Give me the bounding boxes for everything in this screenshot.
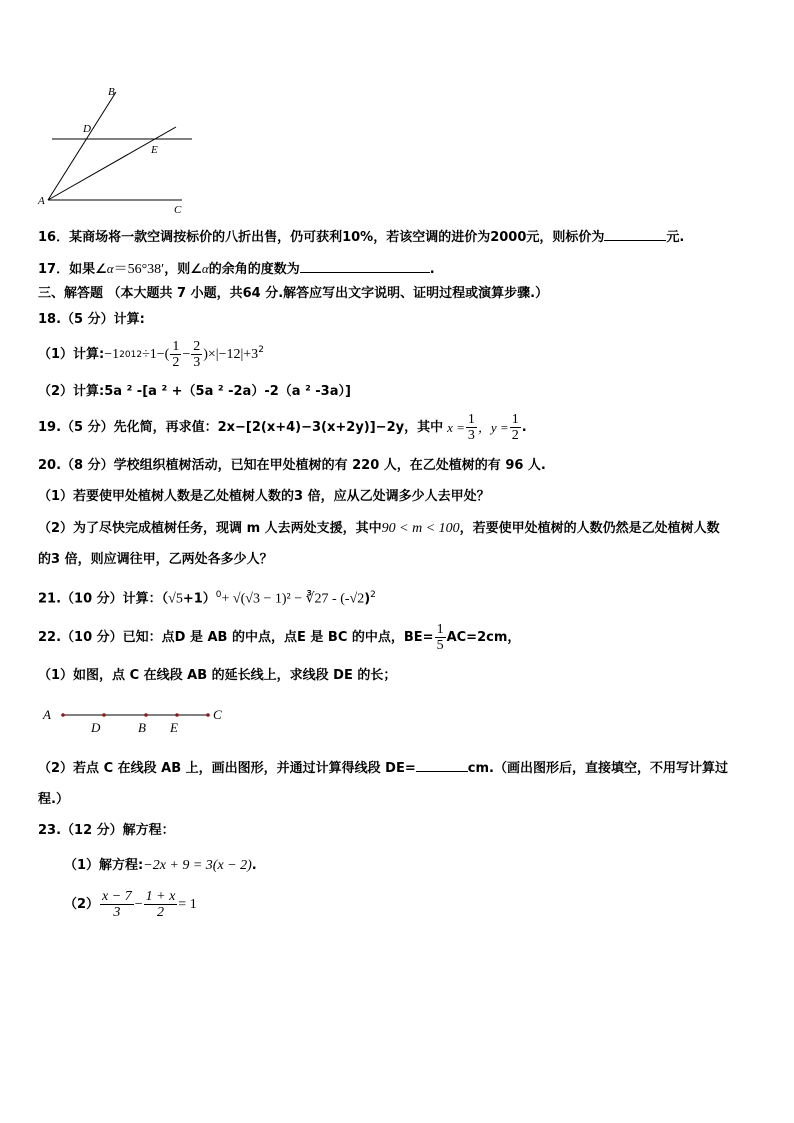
frac-num: 1 [511, 412, 519, 427]
q22-p2-b: cm.（画出图形后，直接填空，不用写计算过 [467, 761, 728, 776]
label-e: E [151, 144, 158, 156]
q19-x-fraction [466, 412, 477, 443]
q19-y-fraction [510, 412, 521, 443]
question-19 [38, 412, 527, 443]
q22-part2 [38, 759, 728, 778]
q21-exp2: 2 [370, 590, 376, 600]
q17-mid: ，则∠ [164, 262, 202, 277]
q18-part1 [38, 339, 264, 370]
q17-alpha-2: α [201, 261, 209, 276]
label-a: A [38, 195, 45, 207]
q18-p1-exponent-2: 2 [258, 344, 264, 355]
q19-end: . [521, 419, 527, 435]
q22-p2-a: （2）若点 C 在线段 AB 上，画出图形，并通过计算得线段 DE= [38, 761, 416, 776]
q19-x: x = [447, 419, 465, 435]
q23-p1-label: （1）解方程: [64, 858, 144, 873]
label-d: D [91, 720, 101, 735]
angle-figure [30, 80, 210, 220]
frac-den: 3 [113, 905, 121, 920]
q22-fraction [435, 622, 446, 653]
frac-den: 5 [436, 638, 444, 653]
frac-num: 1 [172, 339, 180, 354]
q20-p2-b: ，若要使甲处植树的人数仍然是乙处植树人数 [459, 521, 720, 536]
label-a: A [43, 707, 51, 722]
q22-part1: （1）如图，点 C 在线段 AB 的延长线上，求线段 DE 的长； [38, 668, 397, 683]
frac-num: 2 [193, 339, 201, 354]
label-c: C [174, 204, 182, 216]
q18-part2: （2）计算:5a ² -[a ² +（5a ² -2a）-2（a ² -3a）] [38, 384, 351, 399]
q20-inequality: 90 < m < 100 [381, 521, 460, 536]
frac-num: 1 + x [145, 889, 176, 904]
q20-part1: （1）若要使甲处植树人数是乙处植树人数的3 倍，应从乙处调多少人去甲处？ [38, 489, 490, 504]
q23-minus: − [134, 896, 143, 912]
q20-part2-cont: 的3 倍，则应调往甲，乙两处各多少人？ [38, 552, 273, 567]
q23-p1-end: . [251, 858, 257, 873]
q17-angle-value: ＝56°38′ [113, 262, 165, 277]
q23-eq: = 1 [178, 896, 197, 912]
q18-p1-exponent: 2012 [119, 349, 143, 360]
q21-a: +1） [182, 591, 216, 607]
q16-unit: 元. [666, 230, 685, 245]
line-ab [48, 92, 116, 200]
q23-part1 [64, 857, 257, 875]
question-16 [38, 228, 684, 247]
frac-num: 1 [436, 622, 444, 637]
line-ae [48, 127, 176, 200]
q16-text: 16．某商场将一款空调按标价的八折出售，仍可获利10%，若该空调的进价为2000元，则标价为 [38, 230, 605, 245]
q21-sqrt2: √2 [349, 591, 365, 607]
question-22 [38, 622, 520, 653]
q18-fraction-1 [170, 339, 181, 370]
q22-part2-cont: 程.） [38, 792, 69, 807]
label-b: B [138, 720, 146, 735]
point-c [206, 713, 210, 717]
label-e: E [170, 720, 178, 735]
q17-alpha: α [106, 261, 114, 276]
label-c: C [213, 707, 222, 722]
q18-fraction-2 [191, 339, 202, 370]
q21-c: ) [364, 591, 371, 607]
q23-p1-expr: −2x + 9 = 3(x − 2) [143, 858, 252, 873]
q18-p1-expr-c: )×|−12|+3 [203, 346, 259, 362]
q20-p2-a: （2）为了尽快完成植树任务，现调 m 人去两处支援，其中 [38, 521, 382, 536]
q18-p1-minus: − [182, 346, 191, 362]
q17-end: . [429, 262, 435, 277]
segment-figure [38, 700, 238, 740]
label-d: D [83, 123, 91, 135]
frac-den: 2 [172, 355, 180, 370]
q23-part2 [64, 889, 197, 920]
frac-den: 3 [193, 355, 201, 370]
q23-p2-label: （2） [64, 896, 100, 912]
frac-den: 3 [467, 428, 475, 443]
q19-text: 19.（5 分）先化简，再求值：2x−[2(x+4)−3(x+2y)]−2y，其中 [38, 419, 444, 435]
section-3-heading: 三、解答题 （本大题共 7 小题，共64 分.解答应写出文字说明、证明过程或演算步骤.） [38, 286, 549, 301]
q22-answer-blank[interactable] [416, 759, 468, 772]
point-e [175, 713, 179, 717]
q21-exp0: 0 [215, 590, 222, 600]
q19-y: ，y = [477, 419, 509, 435]
q21-label: 21.（10 分）计算：（ [38, 591, 169, 607]
q22-text-a: 22.（10 分）已知：点D 是 AB 的中点，点E 是 BC 的中点，BE= [38, 629, 434, 645]
point-a [61, 713, 65, 717]
point-d [102, 713, 106, 717]
q23-title: 23.（12 分）解方程： [38, 823, 175, 838]
q20-part2 [38, 520, 720, 538]
q23-fraction-1 [100, 889, 134, 920]
label-b: B [108, 86, 115, 98]
q16-answer-blank[interactable] [604, 228, 666, 241]
frac-num: 1 [467, 412, 475, 427]
q20-text: 20.（8 分）学校组织植树活动，已知在甲处植树的有 220 人，在乙处植树的有 96 人. [38, 458, 546, 473]
frac-den: 2 [511, 428, 519, 443]
frac-den: 2 [156, 905, 164, 920]
frac-num: x − 7 [102, 889, 132, 904]
question-17 [38, 260, 435, 279]
q23-fraction-2 [144, 889, 178, 920]
q18-title: 18.（5 分）计算: [38, 312, 145, 327]
q17-answer-blank[interactable] [300, 260, 430, 273]
q18-p1-expr-b: ÷1−( [142, 346, 170, 362]
q17-tail: 的余角的度数为 [208, 262, 300, 277]
point-b [144, 713, 148, 717]
q21-b: + √(√3 − 1)² − ∛27 - (- [221, 591, 350, 607]
q22-text-b: AC=2cm， [446, 629, 521, 645]
q17-text: 17．如果∠ [38, 262, 107, 277]
q18-p1-label: （1）计算: [38, 346, 105, 362]
question-21 [38, 586, 376, 608]
q21-sqrt5: √5 [168, 591, 183, 607]
q18-p1-expr-a: −1 [104, 346, 120, 362]
